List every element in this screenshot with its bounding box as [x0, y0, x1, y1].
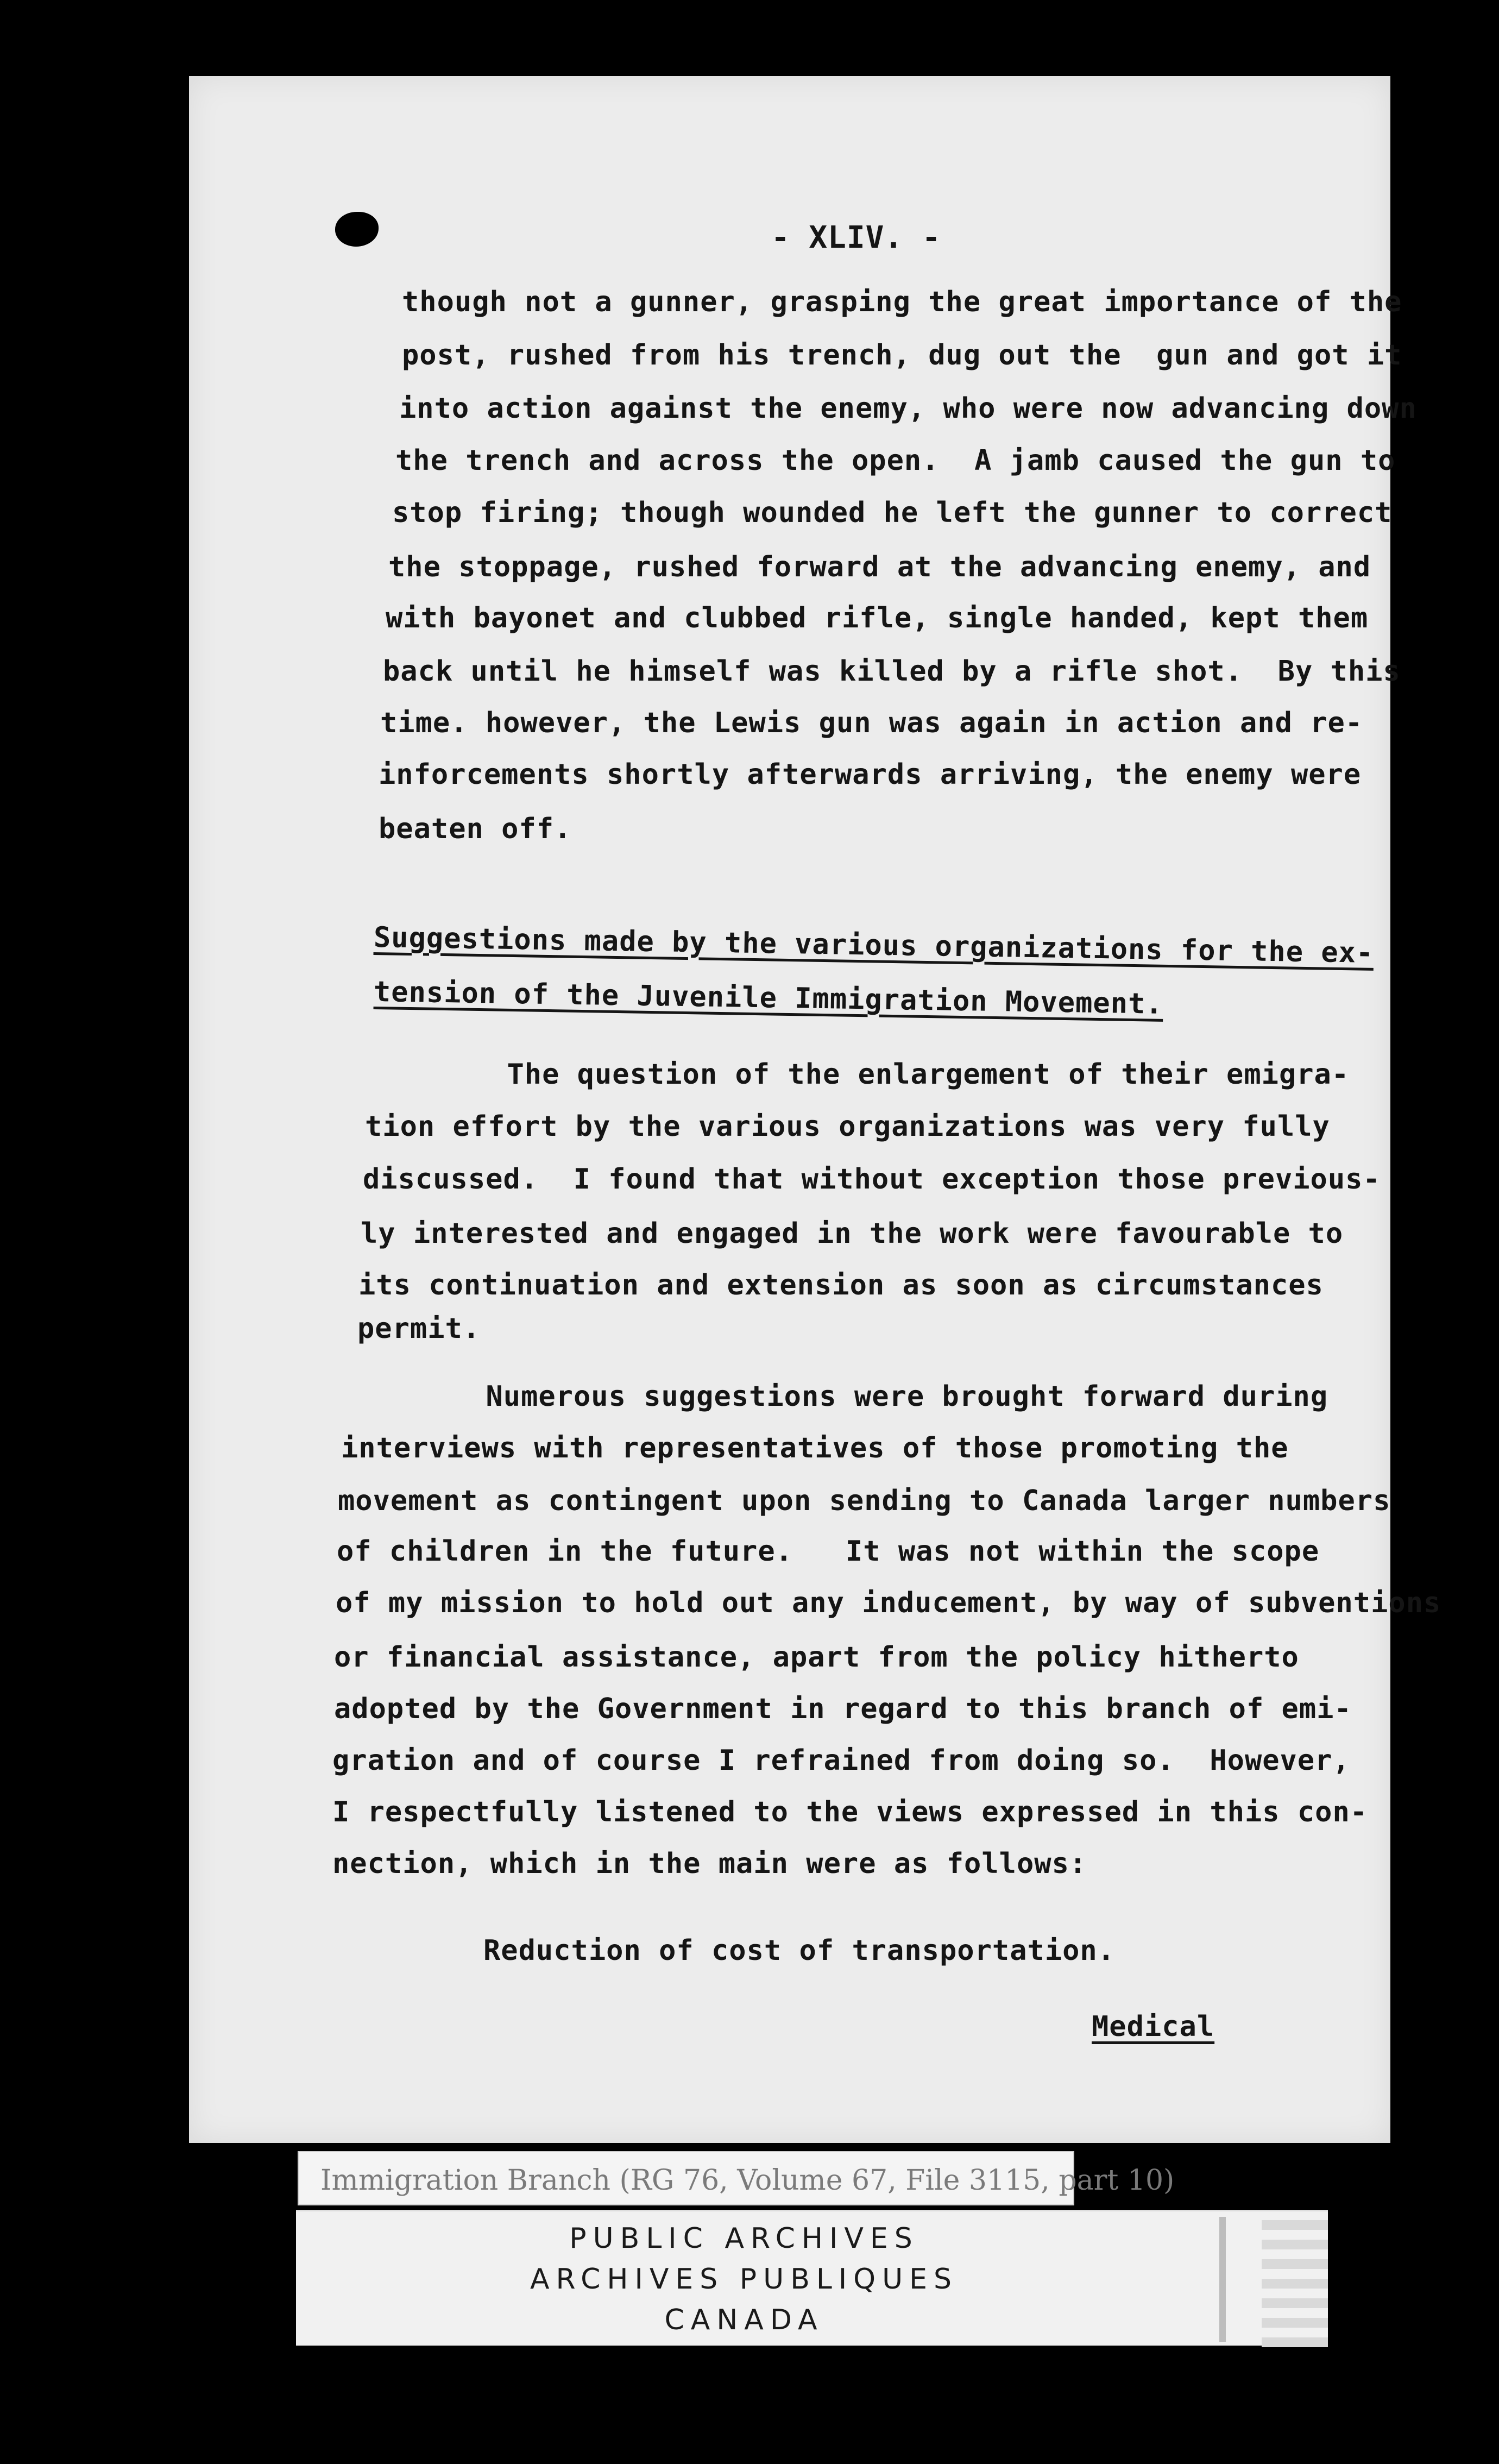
body-line: into action against the enemy, who were now advancing down — [399, 392, 1417, 425]
body-line: of children in the future. It was not within the scope — [337, 1535, 1320, 1568]
body-line: nection, which in the main were as follows: — [332, 1847, 1087, 1880]
body-line: its continuation and extension as soon as circumstances — [358, 1269, 1324, 1302]
film-frame-edge — [1262, 2211, 1328, 2347]
body-line: I respectfully listened to the views expressed in this con- — [332, 1796, 1368, 1828]
body-line: gration and of course I refrained from doing so. However, — [332, 1744, 1350, 1777]
stamp-line: ARCHIVES PUBLIQUES — [530, 2263, 959, 2296]
body-line: the trench and across the open. A jamb caused the gun to — [395, 444, 1396, 477]
catchword: Medical — [1092, 2010, 1215, 2043]
body-line: with bayonet and clubbed rifle, single handed, kept them — [386, 602, 1369, 634]
body-line: time. however, the Lewis gun was again in action and re- — [380, 707, 1363, 739]
body-line: discussed. I found that without exception those previous- — [363, 1163, 1381, 1196]
body-line: inforcements shortly afterwards arriving, the enemy were — [379, 758, 1362, 791]
stamp-line: PUBLIC ARCHIVES — [569, 2222, 919, 2255]
body-line: of my mission to hold out any inducement, by way of subventions — [336, 1587, 1441, 1619]
archives-stamp — [296, 2210, 1328, 2346]
body-line: beaten off. — [379, 813, 572, 845]
body-line: the stoppage, rushed forward at the advancing enemy, and — [388, 551, 1371, 583]
body-line: stop firing; though wounded he left the gunner to correct — [392, 496, 1393, 529]
section-heading: tension of the Juvenile Immigration Movement. — [373, 976, 1164, 1021]
body-line: permit. — [357, 1312, 481, 1345]
body-line: ly interested and engaged in the work were favourable to — [361, 1217, 1344, 1250]
body-line: tion effort by the various organizations was very fully — [365, 1110, 1330, 1143]
body-line: interviews with representatives of those promoting the — [341, 1432, 1289, 1464]
body-line: Numerous suggestions were brought forward during — [345, 1380, 1328, 1413]
section-heading: Suggestions made by the various organizations for the ex- — [373, 921, 1374, 970]
body-line: back until he himself was killed by a rifle shot. By this — [383, 655, 1401, 688]
document-page — [189, 76, 1393, 2143]
body-line: though not a gunner, grasping the great importance of the — [402, 286, 1402, 318]
body-line: movement as contingent upon sending to Canada larger numbers — [338, 1485, 1391, 1517]
body-line: post, rushed from his trench, dug out the gun and got it — [402, 339, 1402, 372]
body-line: The question of the enlargement of their emigra- — [367, 1058, 1350, 1091]
page-number-header: - XLIV. - — [771, 220, 941, 255]
body-line: or financial assistance, apart from the policy hitherto — [334, 1641, 1299, 1674]
body-line: adopted by the Government in regard to this branch of emi- — [334, 1693, 1352, 1725]
stamp-line: CANADA — [664, 2304, 824, 2336]
list-item: Reduction of cost of transportation. — [483, 1934, 1116, 1967]
catalog-label: Immigration Branch (RG 76, Volume 67, File 3115, part 10) — [298, 2151, 1074, 2205]
stamp-edge — [1219, 2217, 1226, 2342]
